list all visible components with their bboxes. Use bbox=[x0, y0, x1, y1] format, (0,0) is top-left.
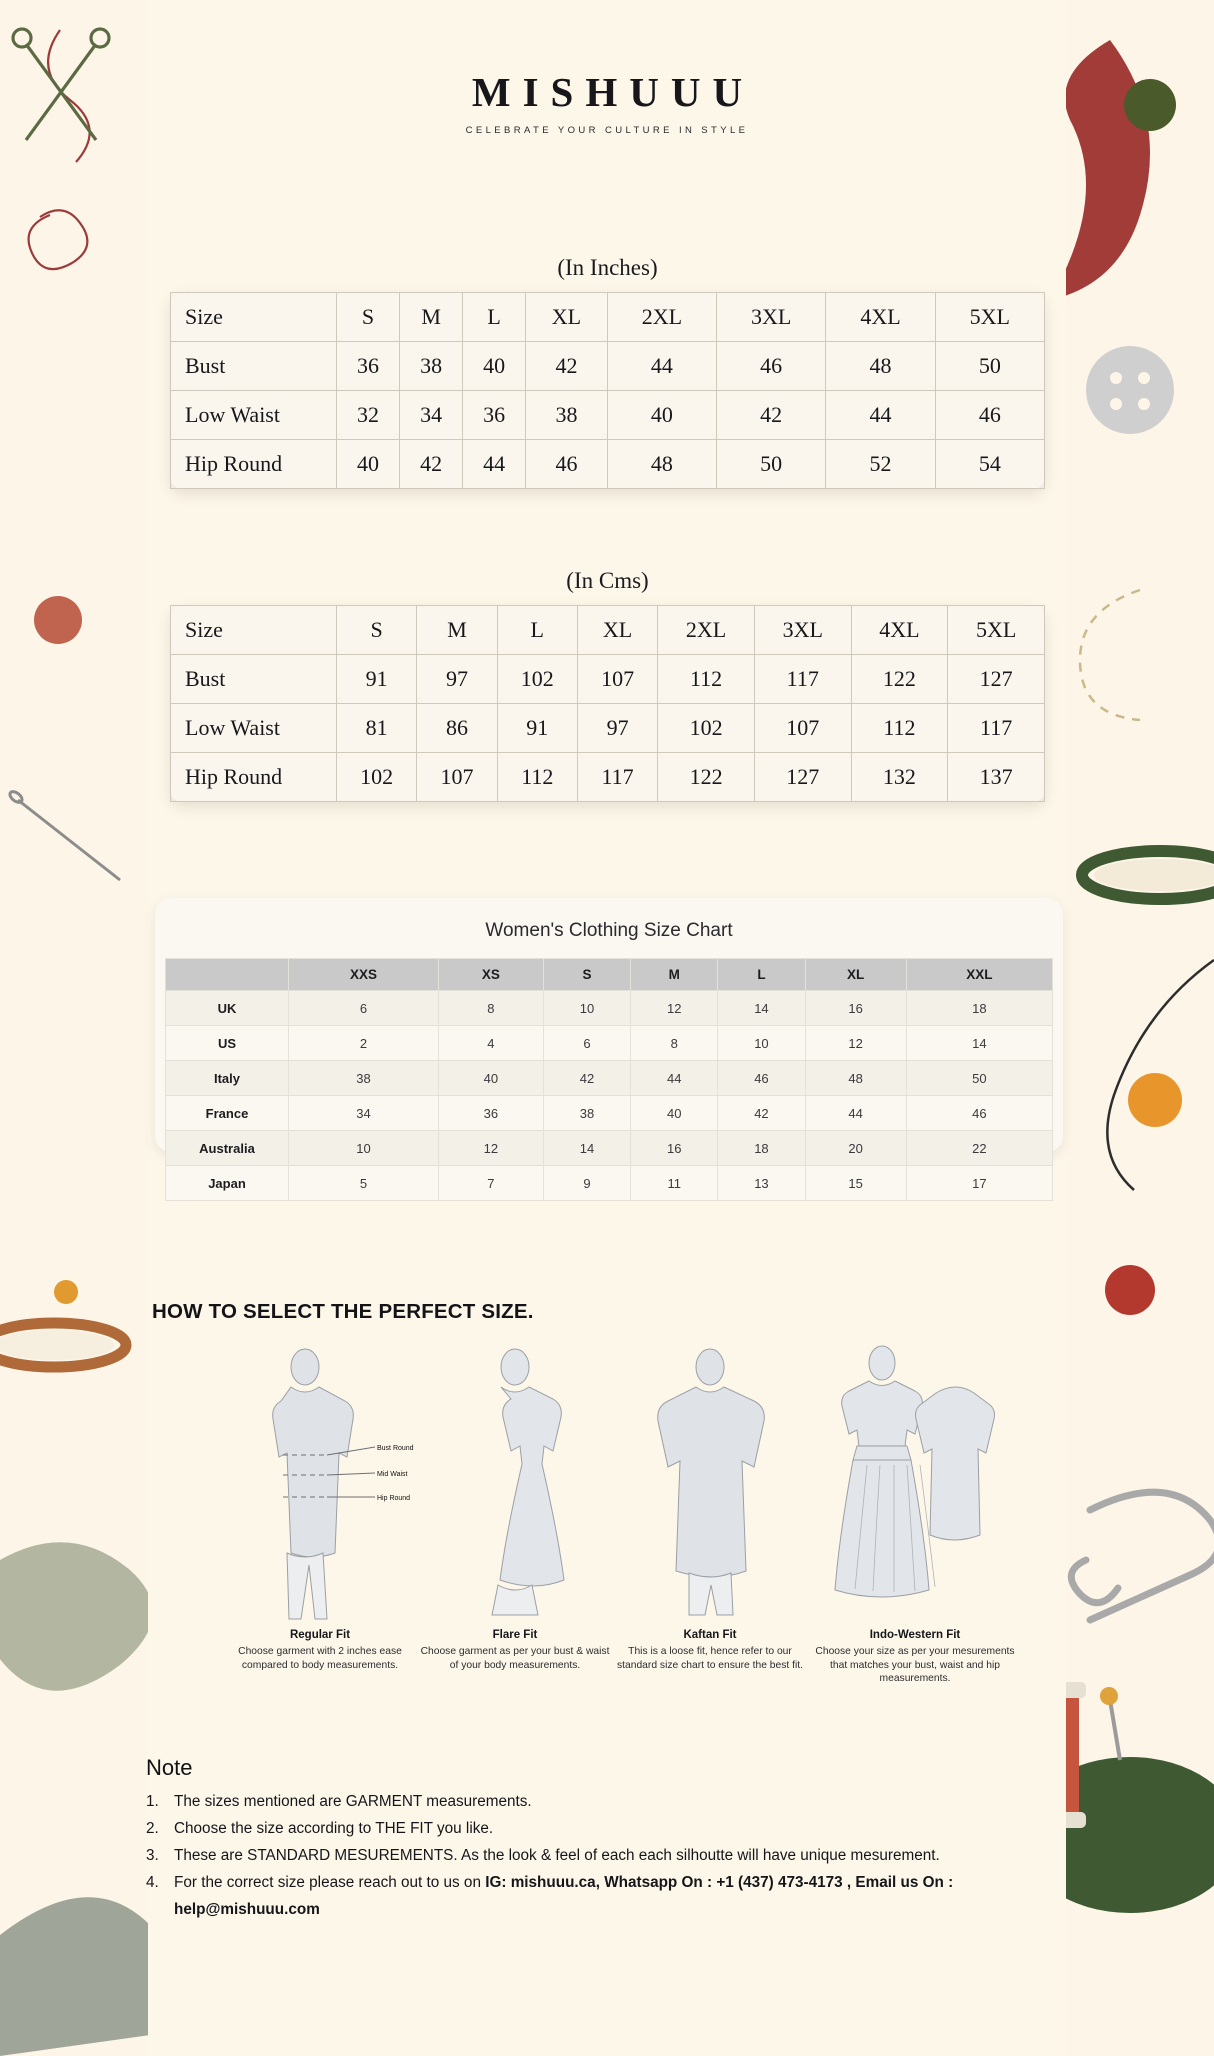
list-item bbox=[146, 1869, 1026, 1923]
cell: 107 bbox=[417, 753, 497, 802]
kaftan-fit-illustration bbox=[615, 1345, 805, 1625]
cell: 6 bbox=[289, 991, 439, 1026]
header-cell: 5XL bbox=[935, 293, 1044, 342]
label-bust-round: Bust Round bbox=[377, 1445, 414, 1452]
womens-clothing-table bbox=[165, 958, 1053, 1201]
cell: 8 bbox=[438, 991, 543, 1026]
table-row bbox=[171, 606, 1045, 655]
list-text-plain: For the correct size please reach out to us on bbox=[174, 1874, 486, 1891]
flare-fit-illustration bbox=[420, 1345, 610, 1625]
figure-desc: This is a loose fit, hence refer to our standard size chart to ensure the best fit. bbox=[616, 1646, 804, 1671]
cell: 112 bbox=[497, 753, 577, 802]
cell: 50 bbox=[717, 440, 826, 489]
table-row bbox=[166, 1026, 1053, 1061]
table-row bbox=[171, 391, 1045, 440]
cell: 12 bbox=[438, 1131, 543, 1166]
cell: 12 bbox=[805, 1026, 906, 1061]
table-row bbox=[171, 440, 1045, 489]
header-cell: 5XL bbox=[948, 606, 1045, 655]
row-label: Japan bbox=[166, 1166, 289, 1201]
cell: 10 bbox=[718, 1026, 805, 1061]
list-item bbox=[146, 1788, 1026, 1815]
header-cell: XL bbox=[577, 606, 657, 655]
header-cell: S bbox=[337, 606, 417, 655]
cell: 112 bbox=[851, 704, 948, 753]
row-label: Low Waist bbox=[171, 704, 337, 753]
cell: 107 bbox=[577, 655, 657, 704]
cell: 13 bbox=[718, 1166, 805, 1201]
table-row bbox=[166, 1061, 1053, 1096]
cell: 112 bbox=[658, 655, 755, 704]
contact-info: IG: mishuuu.ca, Whatsapp On : +1 (437) 473-4173 , Email us On : help@mishuuu.com bbox=[174, 1874, 954, 1918]
cell: 44 bbox=[631, 1061, 718, 1096]
label-hip-round: Hip Round bbox=[377, 1495, 411, 1502]
list-text bbox=[174, 1869, 1026, 1923]
header-cell: 2XL bbox=[607, 293, 716, 342]
cell: 14 bbox=[906, 1026, 1052, 1061]
inches-table bbox=[170, 292, 1045, 489]
cell: 91 bbox=[497, 704, 577, 753]
header-cell: 4XL bbox=[826, 293, 935, 342]
cell: 48 bbox=[805, 1061, 906, 1096]
header-cell: Size bbox=[171, 606, 337, 655]
inches-card bbox=[170, 292, 1045, 489]
cell: 11 bbox=[631, 1166, 718, 1201]
cell: 32 bbox=[337, 391, 400, 440]
cms-caption: (In Cms) bbox=[566, 568, 649, 593]
cell: 48 bbox=[826, 342, 935, 391]
cell: 40 bbox=[438, 1061, 543, 1096]
row-label: US bbox=[166, 1026, 289, 1061]
brand-tagline: CELEBRATE YOUR CULTURE IN STYLE bbox=[465, 125, 749, 136]
cell: 14 bbox=[718, 991, 805, 1026]
inches-table-wrapper bbox=[170, 255, 1045, 489]
list-item bbox=[146, 1815, 1026, 1842]
cell: 38 bbox=[400, 342, 463, 391]
cell: 40 bbox=[337, 440, 400, 489]
cell: 117 bbox=[577, 753, 657, 802]
cell: 127 bbox=[948, 655, 1045, 704]
cell: 14 bbox=[543, 1131, 630, 1166]
header-cell: L bbox=[463, 293, 526, 342]
cell: 97 bbox=[577, 704, 657, 753]
cell: 8 bbox=[631, 1026, 718, 1061]
cell: 36 bbox=[337, 342, 400, 391]
cell: 40 bbox=[463, 342, 526, 391]
cell: 44 bbox=[607, 342, 716, 391]
header-cell: S bbox=[543, 959, 630, 991]
cms-table-wrapper bbox=[170, 568, 1045, 802]
cell: 52 bbox=[826, 440, 935, 489]
header-cell: 2XL bbox=[658, 606, 755, 655]
header-cell: M bbox=[417, 606, 497, 655]
cell: 34 bbox=[400, 391, 463, 440]
cell: 44 bbox=[805, 1096, 906, 1131]
cell: 4 bbox=[438, 1026, 543, 1061]
cell: 81 bbox=[337, 704, 417, 753]
header-cell: L bbox=[718, 959, 805, 991]
cell: 50 bbox=[935, 342, 1044, 391]
cell: 54 bbox=[935, 440, 1044, 489]
cell: 42 bbox=[543, 1061, 630, 1096]
header-cell: L bbox=[497, 606, 577, 655]
cell: 2 bbox=[289, 1026, 439, 1061]
cell: 5 bbox=[289, 1166, 439, 1201]
cell: 40 bbox=[607, 391, 716, 440]
cell: 42 bbox=[718, 1096, 805, 1131]
figure-title: Regular Fit bbox=[289, 1629, 351, 1641]
cell: 42 bbox=[717, 391, 826, 440]
cell: 46 bbox=[906, 1096, 1052, 1131]
header-cell: XXS bbox=[289, 959, 439, 991]
table-row bbox=[166, 1131, 1053, 1166]
note-list bbox=[146, 1788, 1026, 1923]
cell: 20 bbox=[805, 1131, 906, 1166]
cell: 42 bbox=[526, 342, 608, 391]
header-cell: XXL bbox=[906, 959, 1052, 991]
cell: 38 bbox=[526, 391, 608, 440]
header-cell: Size bbox=[171, 293, 337, 342]
label-mid-waist: Mid Waist bbox=[377, 1471, 408, 1478]
cell: 44 bbox=[463, 440, 526, 489]
list-text: These are STANDARD MESUREMENTS. As the look & feel of each each silhoutte will have unique mesurement. bbox=[174, 1847, 940, 1864]
list-text: The sizes mentioned are GARMENT measurements. bbox=[174, 1793, 532, 1810]
figure-desc: Choose your size as per your mesurements that matches your bust, waist and hip measurements. bbox=[815, 1646, 1015, 1684]
cell: 102 bbox=[658, 704, 755, 753]
header-cell: M bbox=[400, 293, 463, 342]
header-cell: XL bbox=[805, 959, 906, 991]
cell: 86 bbox=[417, 704, 497, 753]
header-cell bbox=[166, 959, 289, 991]
figure-title: Kaftan Fit bbox=[683, 1629, 737, 1641]
cell: 18 bbox=[906, 991, 1052, 1026]
table-header-row bbox=[166, 959, 1053, 991]
fit-figures bbox=[185, 1345, 1015, 1684]
cell: 15 bbox=[805, 1166, 906, 1201]
cell: 122 bbox=[851, 655, 948, 704]
cell: 40 bbox=[631, 1096, 718, 1131]
cell: 7 bbox=[438, 1166, 543, 1201]
brand-header bbox=[0, 68, 1214, 136]
row-label: Italy bbox=[166, 1061, 289, 1096]
list-number: 2. bbox=[146, 1820, 159, 1837]
figure-desc: Choose garment as per your bust & waist of your body measurements. bbox=[420, 1646, 610, 1671]
table-row bbox=[171, 293, 1045, 342]
cell: 46 bbox=[717, 342, 826, 391]
indo-western-fit-illustration bbox=[810, 1345, 1020, 1625]
row-label: Bust bbox=[171, 342, 337, 391]
figure-indo-western-fit bbox=[810, 1345, 1020, 1684]
cell: 46 bbox=[526, 440, 608, 489]
inches-caption: (In Inches) bbox=[557, 255, 658, 280]
cell: 122 bbox=[658, 753, 755, 802]
list-number: 1. bbox=[146, 1793, 159, 1810]
cell: 6 bbox=[543, 1026, 630, 1061]
table-row bbox=[171, 704, 1045, 753]
howto-heading: HOW TO SELECT THE PERFECT SIZE. bbox=[152, 1300, 534, 1323]
table-row bbox=[166, 1166, 1053, 1201]
cell: 102 bbox=[497, 655, 577, 704]
cell: 46 bbox=[935, 391, 1044, 440]
figure-kaftan-fit bbox=[615, 1345, 805, 1671]
header-cell: XL bbox=[526, 293, 608, 342]
cell: 137 bbox=[948, 753, 1045, 802]
figure-regular-fit bbox=[225, 1345, 415, 1671]
list-item bbox=[146, 1842, 1026, 1869]
womens-clothing-chart-card bbox=[155, 898, 1063, 1191]
cell: 97 bbox=[417, 655, 497, 704]
brand-name: MISHUUU bbox=[471, 69, 755, 115]
figure-title: Indo-Western Fit bbox=[869, 1629, 961, 1641]
cell: 10 bbox=[289, 1131, 439, 1166]
cell: 102 bbox=[337, 753, 417, 802]
cell: 9 bbox=[543, 1166, 630, 1201]
cell: 22 bbox=[906, 1131, 1052, 1166]
cell: 117 bbox=[754, 655, 851, 704]
list-text: Choose the size according to THE FIT you like. bbox=[174, 1820, 494, 1837]
cell: 18 bbox=[718, 1131, 805, 1166]
row-label: France bbox=[166, 1096, 289, 1131]
cms-table bbox=[170, 605, 1045, 802]
cell: 34 bbox=[289, 1096, 439, 1131]
regular-fit-illustration bbox=[225, 1345, 415, 1625]
cell: 38 bbox=[543, 1096, 630, 1131]
cell: 50 bbox=[906, 1061, 1052, 1096]
header-cell: S bbox=[337, 293, 400, 342]
cell: 127 bbox=[754, 753, 851, 802]
list-number: 3. bbox=[146, 1847, 159, 1864]
cell: 44 bbox=[826, 391, 935, 440]
row-label: Hip Round bbox=[171, 753, 337, 802]
cell: 17 bbox=[906, 1166, 1052, 1201]
cell: 38 bbox=[289, 1061, 439, 1096]
figure-title: Flare Fit bbox=[492, 1629, 538, 1641]
cell: 42 bbox=[400, 440, 463, 489]
header-cell: 4XL bbox=[851, 606, 948, 655]
table-row bbox=[171, 655, 1045, 704]
cms-card bbox=[170, 605, 1045, 802]
table-row bbox=[171, 753, 1045, 802]
cell: 91 bbox=[337, 655, 417, 704]
cell: 36 bbox=[463, 391, 526, 440]
header-cell: 3XL bbox=[717, 293, 826, 342]
figure-desc: Choose garment with 2 inches ease compared to body measurements. bbox=[238, 1646, 402, 1671]
table-row bbox=[166, 991, 1053, 1026]
cell: 16 bbox=[805, 991, 906, 1026]
list-number: 4. bbox=[146, 1874, 159, 1891]
cell: 48 bbox=[607, 440, 716, 489]
header-cell: XS bbox=[438, 959, 543, 991]
cell: 117 bbox=[948, 704, 1045, 753]
cell: 36 bbox=[438, 1096, 543, 1131]
womens-chart-title: Women's Clothing Size Chart bbox=[485, 920, 733, 941]
row-label: UK bbox=[166, 991, 289, 1026]
table-row bbox=[171, 342, 1045, 391]
cell: 132 bbox=[851, 753, 948, 802]
row-label: Bust bbox=[171, 655, 337, 704]
header-cell: 3XL bbox=[754, 606, 851, 655]
note-title: Note bbox=[146, 1755, 193, 1780]
row-label: Australia bbox=[166, 1131, 289, 1166]
header-cell: M bbox=[631, 959, 718, 991]
row-label: Hip Round bbox=[171, 440, 337, 489]
cell: 12 bbox=[631, 991, 718, 1026]
cell: 46 bbox=[718, 1061, 805, 1096]
cell: 10 bbox=[543, 991, 630, 1026]
table-row bbox=[166, 1096, 1053, 1131]
cell: 107 bbox=[754, 704, 851, 753]
row-label: Low Waist bbox=[171, 391, 337, 440]
figure-flare-fit bbox=[420, 1345, 610, 1671]
cell: 16 bbox=[631, 1131, 718, 1166]
